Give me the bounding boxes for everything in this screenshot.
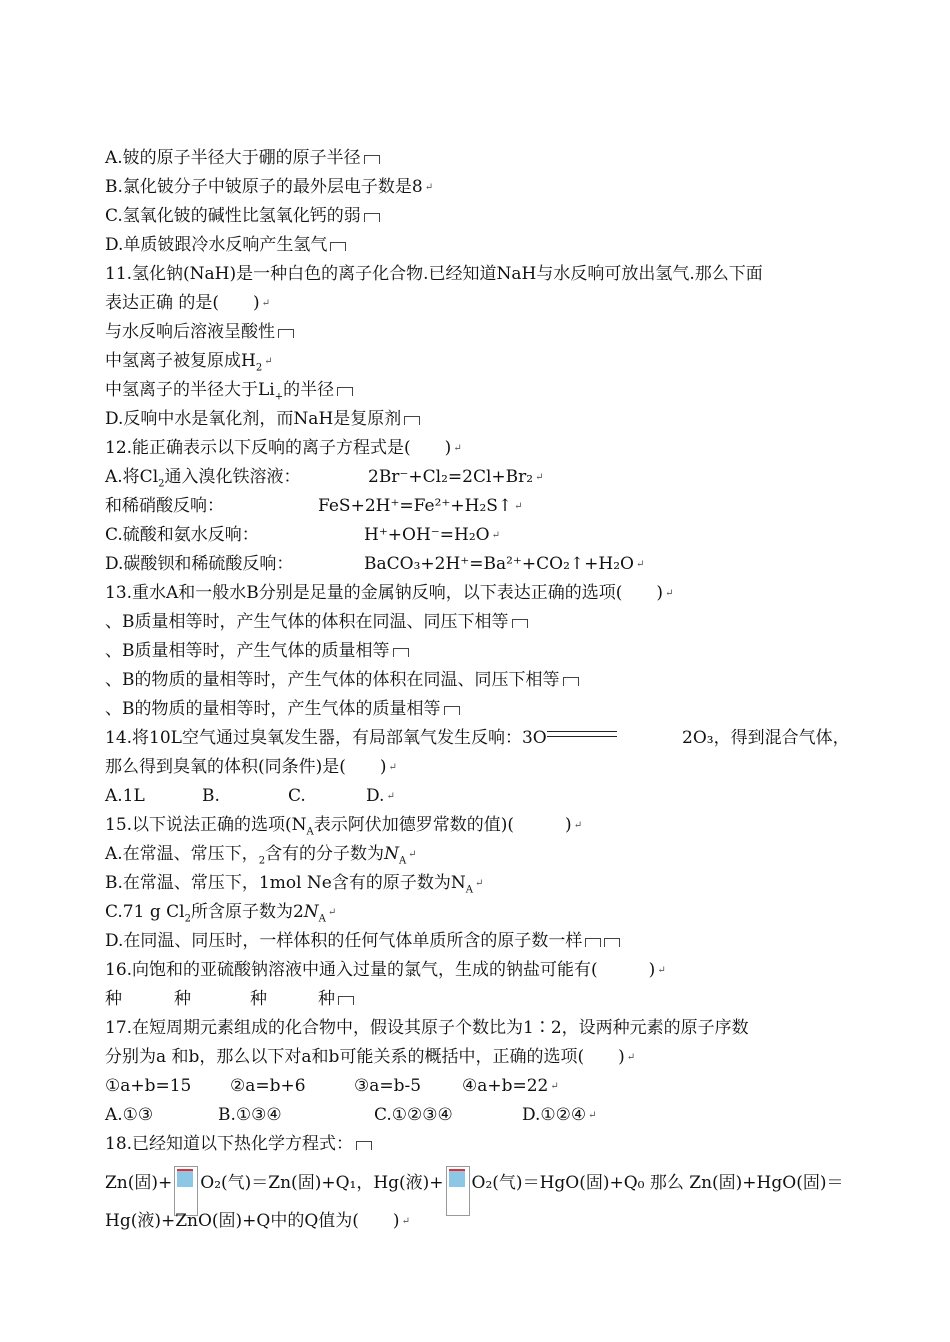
q18-equation-line-2: Hg(液)+ZnO(固)+Q中的Q值为( ) ↵ — [105, 1211, 410, 1231]
paragraph-mark-icon — [278, 329, 294, 338]
line-break-icon: ↵ — [665, 588, 674, 599]
paragraph-mark-icon — [364, 213, 380, 222]
q12-stem: 12.能正确表示以下反响的离子方程式是( ) ↵ — [105, 438, 462, 458]
q10-option-a: A.铍的原子半径大于硼的原子半径 — [105, 147, 380, 169]
paragraph-mark-icon — [563, 677, 579, 686]
q14-option-a: A.1L — [105, 786, 145, 806]
q12-option-b: 和稀硝酸反响： — [105, 496, 224, 516]
q15-option-d: D.在同温、同压时，一样体积的任何气体单质所含的原子数一样 — [105, 930, 620, 952]
q13-option-b: 、B质量相等时，产生气体的质量相等 — [105, 640, 409, 662]
q17-stem: 17.在短周期元素组成的化合物中，假设其原子个数比为1∶2，设两种元素的原子序数 — [105, 1018, 749, 1038]
line-break-icon: ↵ — [657, 965, 666, 976]
fraction-image-icon — [446, 1166, 470, 1216]
q14-stem-right: 2O₃，得到混合气体， — [682, 728, 850, 748]
line-break-icon: ↵ — [626, 1052, 636, 1063]
paragraph-mark-icon — [512, 619, 528, 628]
q17-relation-3: ③a=b-5 — [354, 1076, 422, 1096]
q17-relation-4: ④a+b=22 ↵ — [462, 1076, 559, 1096]
q16-option-c: 种 — [250, 989, 267, 1009]
paragraph-mark-icon — [364, 155, 380, 164]
paragraph-mark-icon — [393, 648, 409, 657]
q18-equation-line: Zn(固)+ O₂(气)＝Zn(固)+Q₁，Hg(液)+ O₂(气)＝HgO(固)+Q₀ 那么 Zn(固)+HgO(固)＝ — [105, 1166, 843, 1216]
q13-option-d: 、B的物质的量相等时，产生气体的质量相等 — [105, 698, 460, 720]
line-break-icon: ↵ — [408, 849, 417, 860]
paragraph-mark-icon — [337, 387, 353, 396]
line-break-icon: ↵ — [514, 501, 523, 512]
q11-option-a: 与水反响后溶液呈酸性 — [105, 321, 294, 343]
q15-option-b: B.在常温、常压下，1mol Ne含有的原子数为$N_A↵$ — [105, 873, 484, 896]
q11-option-b: 中氢离子被复原成$H_2↵$ — [105, 351, 273, 374]
q16-option-b: 种 — [174, 989, 191, 1009]
line-break-icon: ↵ — [550, 1081, 559, 1092]
line-break-icon: ↵ — [401, 1216, 410, 1227]
line-break-icon: ↵ — [635, 559, 645, 570]
fraction-image-icon — [174, 1166, 198, 1216]
q11-stem: 11.氢化钠(NaH)是一种白色的离子化合物.已经知道NaH与水反响可放出氢气.那么下面 — [105, 264, 763, 284]
line-break-icon: ↵ — [264, 356, 273, 367]
line-break-icon: ↵ — [588, 1110, 597, 1121]
paragraph-mark-icon — [356, 1141, 372, 1150]
q17-option-a: A.①③ — [105, 1105, 154, 1125]
q17-stem-cont: 分别为a 和b，那么以下对a和b可能关系的概括中，正确的选项( ) ↵ — [105, 1047, 636, 1067]
equilibrium-arrow-icon — [547, 729, 617, 741]
q13-option-c: 、B的物质的量相等时，产生气体的体积在同温、同压下相等 — [105, 669, 579, 691]
paragraph-mark-icon — [330, 242, 346, 251]
q16-stem: 16.向饱和的亚硫酸钠溶液中通入过量的氯气，生成的钠盐可能有( ) ↵ — [105, 960, 666, 980]
q17-relation-2: ②a=b+6 — [230, 1076, 306, 1096]
line-break-icon: ↵ — [491, 530, 500, 541]
q17-option-c: C.①②③④ — [374, 1105, 453, 1125]
q18-stem: 18.已经知道以下热化学方程式： — [105, 1133, 372, 1155]
q10-option-b: B.氯化铍分子中铍原子的最外层电子数是8 ↵ — [105, 177, 434, 197]
line-break-icon: ↵ — [573, 820, 583, 831]
line-break-icon: ↵ — [453, 443, 462, 454]
q14-option-d: D. ↵ — [366, 786, 395, 806]
q12-option-c-equation: H⁺+OH⁻=H₂O ↵ — [364, 525, 500, 545]
q12-option-d: D.碳酸钡和稀硫酸反响： — [105, 554, 294, 574]
q17-option-d: D.①②④ ↵ — [522, 1105, 597, 1125]
q10-option-d: D.单质铍跟冷水反响产生氢气 — [105, 234, 346, 256]
paragraph-mark-icon — [604, 938, 620, 947]
line-break-icon: ↵ — [327, 907, 337, 918]
q12-option-a: A.将$Cl_2$通入溴化铁溶液： — [105, 467, 301, 490]
line-break-icon: ↵ — [388, 762, 397, 773]
q15-stem: 15.以下说法正确的选项($N_A$表示阿伏加德罗常数的值)( ) ↵ — [105, 815, 583, 838]
line-break-icon: ↵ — [386, 791, 395, 802]
q14-option-c: C. — [288, 786, 306, 806]
q12-option-c: C.硫酸和氨水反响： — [105, 525, 259, 545]
q17-relation-1: ①a+b=15 — [105, 1076, 192, 1096]
paragraph-mark-icon — [404, 416, 420, 425]
q12-option-b-equation: FeS+2H⁺=Fe²⁺+H₂S↑ ↵ — [318, 496, 523, 516]
q14-stem-cont: 那么得到臭氧的体积(同条件)是( ) ↵ — [105, 757, 397, 777]
paragraph-mark-icon — [585, 938, 601, 947]
q11-option-c: 中氢离子的半径大于$Li_+$的半径 — [105, 379, 353, 408]
q17-option-b: B.①③④ — [218, 1105, 282, 1125]
q11-stem-cont: 表达正确 的是( ) ↵ — [105, 293, 271, 313]
line-break-icon: ↵ — [535, 472, 544, 483]
line-break-icon: ↵ — [474, 878, 484, 889]
q12-option-a-equation: 2Br⁻+Cl₂=2Cl+Br₂ ↵ — [368, 467, 544, 487]
q14-option-b: B. — [202, 786, 220, 806]
line-break-icon: ↵ — [424, 182, 434, 193]
q16-option-a: 种 — [105, 989, 122, 1009]
q13-option-a: 、B质量相等时，产生气体的体积在同温、同压下相等 — [105, 611, 528, 633]
q15-option-c: C.71 g $Cl_2$所含原子数为$2N_A↵$ — [105, 902, 337, 925]
paragraph-mark-icon — [444, 706, 460, 715]
q16-option-d: 种 — [318, 988, 354, 1010]
q11-option-d: D.反响中水是氧化剂，而NaH是复原剂 — [105, 408, 420, 430]
line-break-icon: ↵ — [261, 298, 271, 309]
paragraph-mark-icon — [338, 996, 354, 1005]
q13-stem: 13.重水A和一般水B分别是足量的金属钠反响，以下表达正确的选项( ) ↵ — [105, 583, 674, 603]
q15-option-a: A.在常温、常压下，$_2$含有的分子数为$N_A↵$ — [105, 844, 417, 867]
q14-stem: 14.将10L空气通过臭氧发生器，有局部氧气发生反响：3O — [105, 727, 617, 749]
q10-option-c: C.氢氧化铍的碱性比氢氧化钙的弱 — [105, 205, 380, 227]
q12-option-d-equation: BaCO₃+2H⁺=Ba²⁺+CO₂↑+H₂O ↵ — [364, 554, 645, 574]
